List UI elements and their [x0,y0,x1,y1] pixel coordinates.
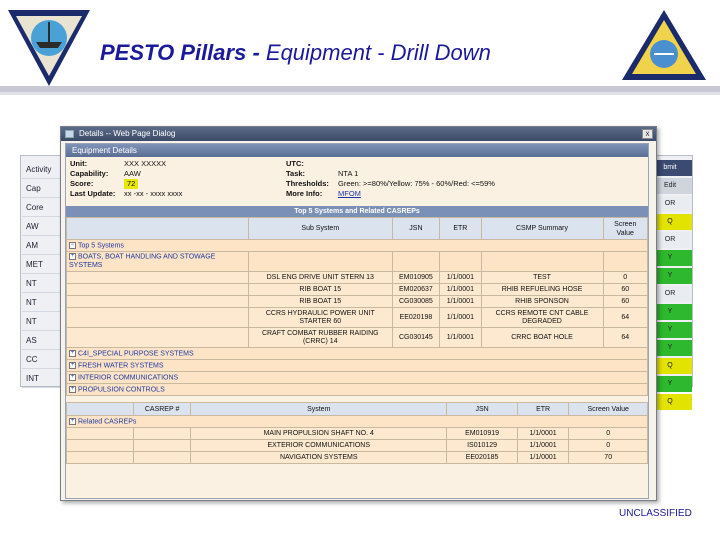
thresholds-value: Green: >=80%/Yellow: 75% - 60%/Red: <=59% [338,179,495,188]
cell-etr: 1/1/0001 [440,328,481,348]
cell-system: MAIN PROPULSION SHAFT NO. 4 [191,428,447,440]
cell-screen-value: 0 [569,440,648,452]
task-value: NTA 1 [338,169,359,178]
table-row[interactable] [67,284,648,296]
cell-csmp: CCRS REMOTE CNT CABLE DEGRADED [481,308,603,328]
cell-jsn: CG030085 [392,296,440,308]
cell-screen-value: 0 [569,428,648,440]
col-header-jsn: JSN [392,218,440,240]
expand-toggle-icon[interactable]: + [70,349,75,356]
cell-jsn: EE020185 [447,452,517,464]
col-header-blank [67,218,249,240]
casrep-col-number: CASREP # [134,403,191,416]
capability-label: Capability: [70,169,109,178]
group-label: INTERIOR COMMUNICATIONS [78,374,179,382]
cell-etr: 1/1/0001 [517,452,569,464]
background-status-cell: Q [648,358,692,374]
cell-subsystem: CCRS HYDRAULIC POWER UNIT STARTER 60 [248,308,392,328]
classification-footer: UNCLASSIFIED [619,508,692,519]
casrep-col-jsn: JSN [447,403,517,416]
ie-icon [65,130,74,138]
background-status-cell: bmit [648,160,692,176]
background-row-label: AW [22,217,62,236]
cell-etr: 1/1/0001 [440,272,481,284]
casrep-group-row[interactable] [67,416,648,428]
background-row-label: AS [22,331,62,350]
slide-header [0,0,720,96]
cell-csmp: RHIB REFUELING HOSE [481,284,603,296]
group-row[interactable] [67,372,648,384]
col-header-screen-value: Screen Value [603,218,648,240]
background-status-cell: Y [648,376,692,392]
utc-label: UTC: [286,159,304,168]
cell-etr: 1/1/0001 [517,428,569,440]
cell-screen-value: 64 [603,308,648,328]
cell-jsn: EE020198 [392,308,440,328]
group-row-boats[interactable] [67,252,648,272]
expand-toggle-icon[interactable]: + [70,417,75,424]
table-row[interactable] [67,308,648,328]
casrep-col-etr: ETR [517,403,569,416]
background-status-cell: Y [648,304,692,320]
background-left-column [22,160,62,385]
mfom-link[interactable]: MFOM [338,189,361,198]
background-status-cell: Y [648,268,692,284]
collapse-toggle-icon[interactable]: − [70,241,75,248]
close-button[interactable]: x [642,129,653,139]
background-status-cell: Y [648,250,692,266]
cell-screen-value: 60 [603,284,648,296]
casrep-row[interactable] [67,428,648,440]
task-label: Task: [286,169,306,178]
top5-section-title: Top 5 Systems and Related CASREPs [66,206,648,217]
dialog-titlebar[interactable] [61,127,656,141]
cell-csmp: CRRC BOAT HOLE [481,328,603,348]
casrep-col-blank [67,403,134,416]
unit-label: Unit: [70,159,88,168]
background-status-cell: Y [648,340,692,356]
cell-jsn: IS010129 [447,440,517,452]
background-status-cell: OR [648,286,692,302]
group-label: PROPULSION CONTROLS [78,386,165,394]
casrep-row[interactable] [67,440,648,452]
cell-jsn: CG030145 [392,328,440,348]
casrep-header-label: Related CASREPs [78,418,137,426]
last-update-label: Last Update: [70,189,116,198]
cell-etr: 1/1/0001 [440,308,481,328]
casrep-col-system: System [191,403,447,416]
background-row-label: Activity [22,160,62,179]
group-label: C4I_SPECIAL PURPOSE SYSTEMS [78,350,194,358]
background-status-cell: Q [648,394,692,410]
page-title: PESTO Pillars - Equipment - Drill Down [100,40,491,65]
dialog-title: Details -- Web Page Dialog [79,129,176,138]
unit-value: XXX XXXXX [124,159,167,168]
navy-crest-logo-left [6,8,92,88]
cell-screen-value: 70 [569,452,648,464]
expand-toggle-icon[interactable]: + [70,361,75,368]
background-status-cell: Edit [648,178,692,194]
top5-header-label: Top 5 Systems [78,242,124,250]
background-row-label: INT [22,369,62,388]
table-row[interactable] [67,272,648,284]
expand-toggle-icon[interactable]: + [70,373,75,380]
cell-screen-value: 64 [603,328,648,348]
cell-jsn: EM010919 [447,428,517,440]
cell-csmp: TEST [481,272,603,284]
background-row-label: NT [22,274,62,293]
col-header-etr: ETR [440,218,481,240]
command-seal-logo-right [620,8,708,82]
col-header-csmp-summary: CSMP Summary [481,218,603,240]
expand-toggle-icon[interactable]: + [70,385,75,392]
table-row[interactable] [67,328,648,348]
thresholds-label: Thresholds: [286,179,329,188]
equipment-details-header: Equipment Details [66,144,648,157]
score-label: Score: [70,179,94,188]
background-row-label: CC [22,350,62,369]
cell-subsystem: RIB BOAT 15 [248,296,392,308]
background-row-label: NT [22,293,62,312]
expand-toggle-icon[interactable]: + [70,253,75,260]
cell-screen-value: 0 [603,272,648,284]
cell-system: NAVIGATION SYSTEMS [191,452,447,464]
group-row[interactable] [67,348,648,360]
capability-value: AAW [124,169,141,178]
background-row-label: AM [22,236,62,255]
cell-system: EXTERIOR COMMUNICATIONS [191,440,447,452]
cell-subsystem: RIB BOAT 15 [248,284,392,296]
cell-jsn: EM020637 [392,284,440,296]
more-info-label: More Info: [286,189,323,198]
equipment-info-panel [66,157,648,206]
cell-subsystem: CRAFT COMBAT RUBBER RAIDING (CRRC) 14 [248,328,392,348]
group-label-boats: BOATS, BOAT HANDLING AND STOWAGE SYSTEMS [69,253,216,269]
dialog-content [65,143,649,499]
score-value: 72 [124,179,138,189]
background-status-cell: Q [648,214,692,230]
cell-etr: 1/1/0001 [440,296,481,308]
background-status-cell: Y [648,322,692,338]
group-row[interactable] [67,384,648,396]
last-update-value: xx -xx - xxxx xxxx [124,189,183,198]
details-dialog [60,126,657,501]
cell-jsn: EM010905 [392,272,440,284]
casrep-row[interactable] [67,452,648,464]
casrep-col-screen-value: Screen Value [569,403,648,416]
cell-screen-value: 60 [603,296,648,308]
cell-etr: 1/1/0001 [517,440,569,452]
cell-subsystem: DSL ENG DRIVE UNIT STERN 13 [248,272,392,284]
table-row[interactable] [67,296,648,308]
background-status-cell: OR [648,196,692,212]
background-row-label: NT [22,312,62,331]
cell-etr: 1/1/0001 [440,284,481,296]
top5-systems-table [66,217,648,396]
background-status-cell: OR [648,232,692,248]
cell-csmp: RHIB SPONSON [481,296,603,308]
top5-group-row[interactable] [67,240,648,252]
col-header-subsystem: Sub System [248,218,392,240]
background-row-label: Cap [22,179,62,198]
casrep-table [66,402,648,464]
background-row-label: MET [22,255,62,274]
group-row[interactable] [67,360,648,372]
background-row-label: Core [22,198,62,217]
group-label: FRESH WATER SYSTEMS [78,362,164,370]
